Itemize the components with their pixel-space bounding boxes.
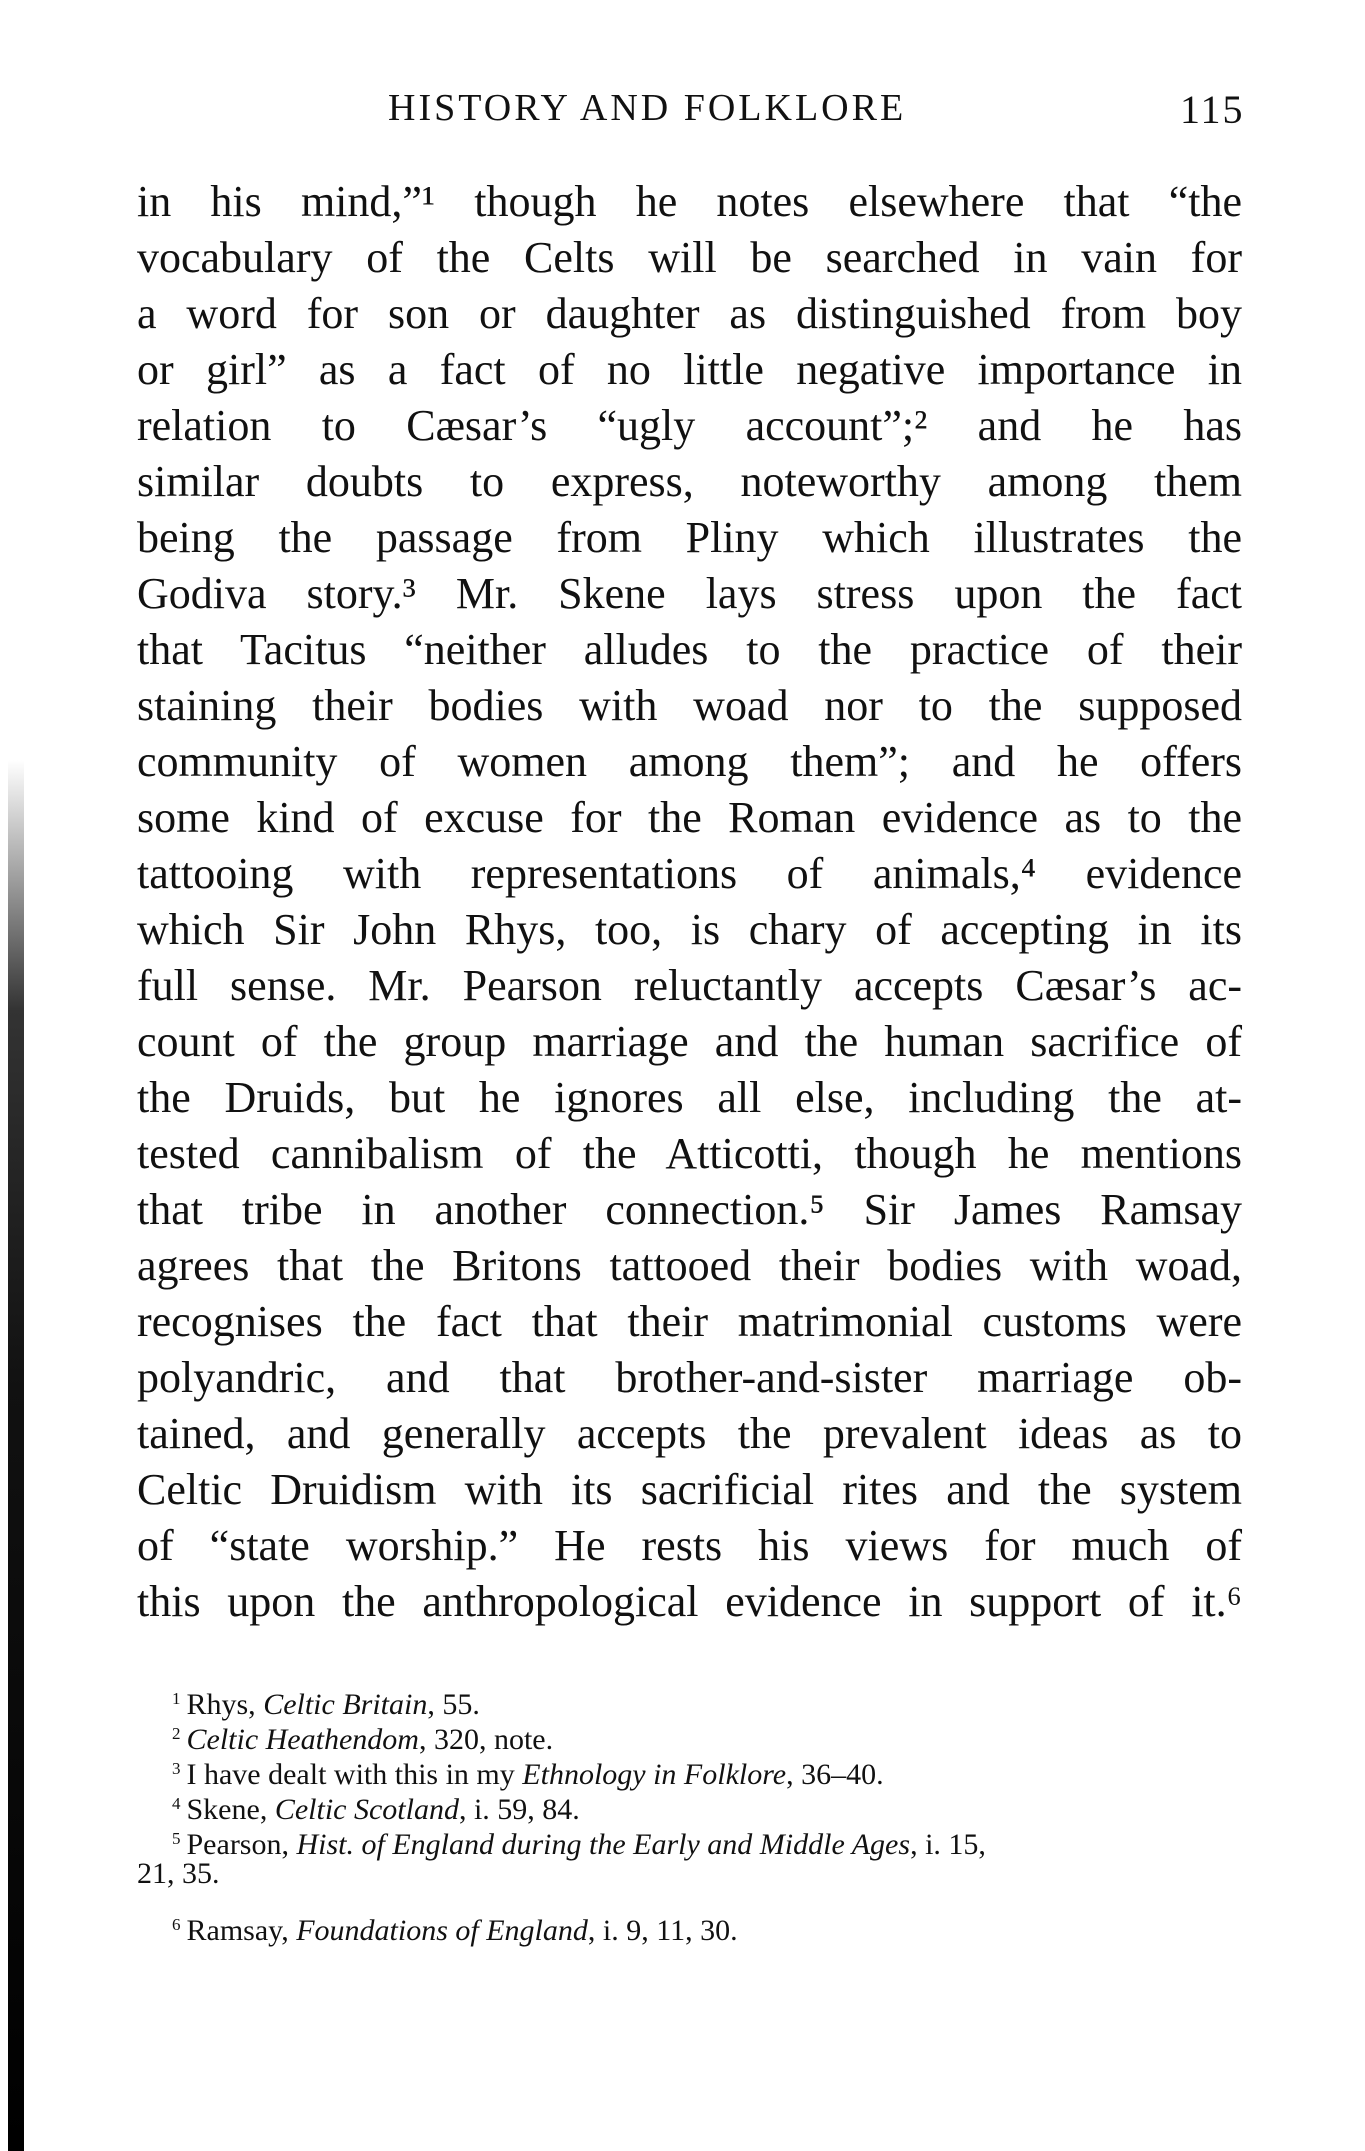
running-title: HISTORY AND FOLKLORE <box>388 87 907 129</box>
body-line: that Tacitus “neither alludes to the practice of their <box>137 625 1242 674</box>
body-line: some kind of excuse for the Roman evidence as to the <box>137 793 1242 842</box>
body-line: vocabulary of the Celts will be searched in vain for <box>137 233 1242 282</box>
footnote-text: Skene, <box>186 1793 275 1826</box>
body-line: count of the group marriage and the human sacrifice of <box>137 1017 1242 1066</box>
page-number: 115 <box>1180 87 1245 132</box>
body-text <box>137 174 1242 1630</box>
footnote-text: , 55. <box>427 1688 480 1721</box>
body-line: tested cannibalism of the Atticotti, though he mentions <box>137 1129 1242 1178</box>
footnote-5 <box>172 1822 986 1862</box>
body-line: of “state worship.” He rests his views for much of <box>137 1521 1242 1570</box>
footnote-text: , i. 15, <box>910 1828 986 1861</box>
footnote-text: Rhys, <box>186 1688 264 1721</box>
body-line: tained, and generally accepts the prevalent ideas as to <box>137 1409 1242 1458</box>
footnote-4 <box>172 1787 580 1827</box>
footnote-text: , i. 59, 84. <box>458 1793 580 1826</box>
body-line: agrees that the Britons tattooed their bodies with woad, <box>137 1241 1242 1290</box>
footnote-text: Pearson, <box>186 1828 297 1861</box>
body-line: or girl” as a fact of no little negative importance in <box>137 345 1242 394</box>
footnote-number: 4 <box>172 1794 181 1813</box>
footnote-title: Ethnology in Folklore <box>522 1758 787 1791</box>
footnote-title: Celtic Heathendom <box>186 1723 419 1756</box>
footnote-number: 1 <box>172 1689 181 1708</box>
footnote-title: Hist. of England during the Early and Middle Ages <box>296 1828 911 1861</box>
footnote-text: , 320, note. <box>418 1723 554 1756</box>
footnote-title: Foundations of England <box>296 1914 588 1947</box>
footnote-text: Ramsay, <box>186 1914 297 1947</box>
body-line: being the passage from Pliny which illustrates the <box>137 513 1242 562</box>
body-line: Godiva story.³ Mr. Skene lays stress upon the fact <box>137 569 1242 618</box>
body-line: this upon the anthropological evidence in support of it.⁶ <box>137 1577 1242 1626</box>
body-line: recognises the fact that their matrimonial customs were <box>137 1297 1242 1346</box>
body-line: Celtic Druidism with its sacrificial rites and the system <box>137 1465 1242 1514</box>
footnote-6 <box>172 1908 738 1948</box>
body-line: in his mind,”¹ though he notes elsewhere that “the <box>137 177 1242 226</box>
body-line: community of women among them”; and he offers <box>137 737 1242 786</box>
footnote-number: 3 <box>172 1759 181 1778</box>
footnote-text: , i. 9, 11, 30. <box>587 1914 738 1947</box>
body-line: full sense. Mr. Pearson reluctantly accepts Cæsar’s ac- <box>137 961 1242 1010</box>
footnote-title: Celtic Scotland <box>274 1793 459 1826</box>
footnote-title: Celtic Britain <box>263 1688 428 1721</box>
footnote-5-continuation: 21, 35. <box>137 1857 220 1890</box>
body-line: which Sir John Rhys, too, is chary of accepting in its <box>137 905 1242 954</box>
page-binding-edge <box>8 760 24 2151</box>
footnote-text: I have dealt with this in my <box>186 1758 523 1791</box>
footnote-3 <box>172 1752 884 1792</box>
footnote-1 <box>172 1682 480 1722</box>
footnote-number: 2 <box>172 1724 181 1743</box>
body-line: polyandric, and that brother-and-sister marriage ob- <box>137 1353 1242 1402</box>
body-line: relation to Cæsar’s “ugly account”;² and he has <box>137 401 1242 450</box>
body-line: that tribe in another connection.⁵ Sir James Ramsay <box>137 1185 1242 1234</box>
body-line: the Druids, but he ignores all else, including the at- <box>137 1073 1242 1122</box>
body-line: similar doubts to express, noteworthy among them <box>137 457 1242 506</box>
body-line: staining their bodies with woad nor to the supposed <box>137 681 1242 730</box>
footnote-number: 5 <box>172 1829 181 1848</box>
footnote-number: 6 <box>172 1915 181 1934</box>
body-line: tattooing with representations of animals,⁴ evidence <box>137 849 1242 898</box>
body-line: a word for son or daughter as distinguished from boy <box>137 289 1242 338</box>
footnote-text: , 36–40. <box>786 1758 884 1791</box>
footnote-2 <box>172 1717 553 1757</box>
